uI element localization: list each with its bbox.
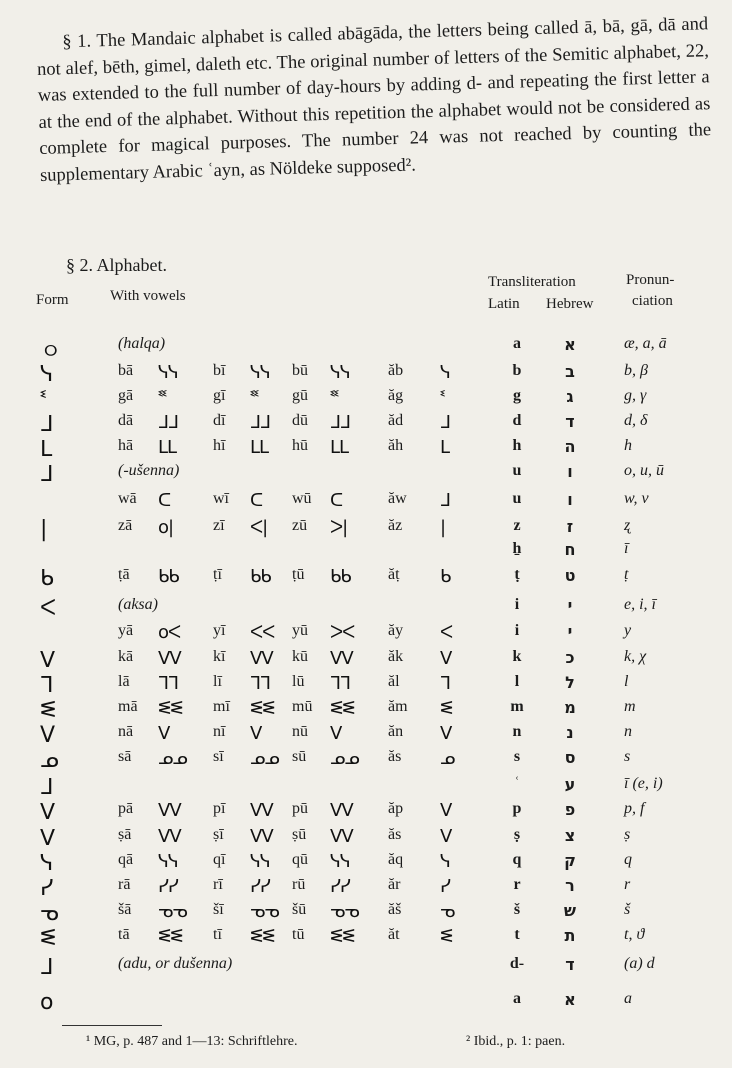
mandaic-glyph: ᒪ xyxy=(440,437,450,458)
alphabet-row xyxy=(0,437,732,462)
alphabet-row xyxy=(0,901,732,926)
vowel-text: zī xyxy=(213,517,225,534)
mandaic-glyph: ᐸᐸ xyxy=(250,622,275,643)
mandaic-glyph: ᒪᒪ xyxy=(250,437,269,458)
alphabet-row xyxy=(0,748,732,773)
letter-name-note: (halqa) xyxy=(118,335,166,352)
mandaic-glyph: ᓯ xyxy=(440,876,450,897)
vowel-text: ṭī xyxy=(213,566,222,583)
letter-name-note: (adu, or dušenna) xyxy=(118,955,233,972)
vowel-text: kī xyxy=(213,648,226,665)
alphabet-row xyxy=(0,540,732,565)
alphabet-row xyxy=(0,412,732,437)
hebrew-letter: ק xyxy=(564,851,576,870)
mandaic-glyph: ᓄᓄ xyxy=(250,748,279,769)
form-glyph: o xyxy=(40,990,53,1015)
latin-transliteration: ẖ xyxy=(512,540,522,557)
alphabet-row xyxy=(0,596,732,621)
latin-transliteration: p xyxy=(512,800,522,817)
mandaic-glyph: ᐯ xyxy=(440,800,452,821)
mandaic-glyph: ᑕ xyxy=(158,490,171,511)
mandaic-glyph: V xyxy=(440,723,452,744)
mandaic-glyph: ᓭᓭ xyxy=(158,362,178,383)
alphabet-row xyxy=(0,490,732,515)
latin-transliteration: m xyxy=(510,698,524,715)
mandaic-glyph: ᐯᐯ xyxy=(250,800,273,821)
alphabet-row xyxy=(0,990,732,1015)
hebrew-letter: ד xyxy=(565,412,575,431)
vowel-text: kā xyxy=(118,648,134,665)
vowel-text: nā xyxy=(118,723,134,740)
form-glyph: ᒣ xyxy=(40,673,53,698)
mandaic-glyph: ᓬᓬ xyxy=(158,698,183,719)
mandaic-glyph: ᐸ xyxy=(440,622,453,643)
mandaic-glyph: ᒧ xyxy=(440,412,450,433)
latin-transliteration: a xyxy=(513,990,521,1007)
pronunciation: q xyxy=(624,851,632,868)
mandaic-glyph: ᓫᓫ xyxy=(250,387,258,408)
mandaic-glyph: ᑕ xyxy=(250,490,263,511)
mandaic-glyph: ᓀᓀ xyxy=(158,901,187,922)
vowel-text: bū xyxy=(292,362,308,379)
form-glyph: ᒧ xyxy=(40,775,53,800)
vowel-text: ăb xyxy=(388,362,404,379)
pronunciation: ī xyxy=(624,540,629,557)
mandaic-glyph: ᐯᐯ xyxy=(158,648,181,669)
form-glyph: ᓭ xyxy=(40,362,53,387)
mandaic-glyph: ᒪᒪ xyxy=(330,437,349,458)
mandaic-glyph: ᐯᐯ xyxy=(158,800,181,821)
letter-name-note: (aksa) xyxy=(118,596,158,613)
mandaic-glyph: ᒣᒣ xyxy=(330,673,350,694)
vowel-text: kū xyxy=(292,648,308,665)
form-glyph: ᐯ xyxy=(40,826,55,851)
mandaic-glyph: ᓯᓯ xyxy=(158,876,178,897)
mandaic-glyph: ᐯᐯ xyxy=(330,648,353,669)
latin-transliteration: d- xyxy=(509,955,525,972)
form-glyph: ᓬ xyxy=(40,698,56,723)
vowel-text: qī xyxy=(213,851,226,868)
pronunciation: o, u, ū xyxy=(624,462,664,479)
vowel-text: ăq xyxy=(388,851,404,868)
mandaic-glyph: ᓭᓭ xyxy=(250,851,270,872)
vowel-text: ăy xyxy=(388,622,404,639)
latin-transliteration: z xyxy=(513,517,521,534)
alphabet-row xyxy=(0,876,732,901)
mandaic-glyph: ᓬ xyxy=(440,698,453,719)
pronunciation: ṭ xyxy=(624,566,629,583)
vowel-text: gī xyxy=(213,387,226,404)
latin-transliteration: h xyxy=(512,437,522,454)
mandaic-glyph: ᓀᓀ xyxy=(250,901,279,922)
form-glyph: ᒧ xyxy=(40,412,53,437)
mandaic-glyph: ᒣᒣ xyxy=(158,673,178,694)
mandaic-glyph: ᓭᓭ xyxy=(250,362,270,383)
latin-transliteration: u xyxy=(512,490,522,507)
alphabet-row xyxy=(0,723,732,748)
hebrew-letter: ס xyxy=(564,748,576,767)
footnote-1: ¹ MG, p. 487 and 1—13: Schriftlehre. xyxy=(86,1034,298,1049)
pronunciation: (a) d xyxy=(624,955,655,972)
vowel-text: ṣī xyxy=(213,826,224,843)
form-header: Form xyxy=(36,292,69,308)
mandaic-glyph: ᓭ xyxy=(440,362,450,383)
pronunciation: ʐ xyxy=(624,517,631,534)
latin-transliteration: b xyxy=(512,362,522,379)
vowel-text: sī xyxy=(213,748,224,765)
pronunciation: r xyxy=(624,876,631,893)
mandaic-glyph: ᐯᐯ xyxy=(250,826,273,847)
pronunciation-header-1: Pronun- xyxy=(626,272,675,288)
pronunciation: ṣ xyxy=(624,826,631,843)
mandaic-glyph: ᓭᓭ xyxy=(330,851,350,872)
pronunciation: y xyxy=(624,622,632,639)
vowel-text: ăw xyxy=(388,490,407,507)
mandaic-glyph: ᐯᐯ xyxy=(250,648,273,669)
vowel-text: ăp xyxy=(388,800,404,817)
latin-transliteration: i xyxy=(514,622,520,639)
pronunciation: h xyxy=(624,437,632,454)
vowel-text: ăd xyxy=(388,412,404,429)
vowel-text: pū xyxy=(292,800,308,817)
mandaic-glyph: ᒧ xyxy=(440,490,450,511)
hebrew-letter: ש xyxy=(563,901,577,920)
mandaic-glyph: ᓬᓬ xyxy=(158,926,183,947)
form-glyph: ᑲ xyxy=(40,566,53,591)
mandaic-glyph: ᑲᑲ xyxy=(158,566,179,587)
vowel-text: nī xyxy=(213,723,226,740)
hebrew-letter: ת xyxy=(564,926,576,945)
vowel-text: hā xyxy=(118,437,134,454)
alphabet-row xyxy=(0,387,732,412)
vowel-text: bī xyxy=(213,362,226,379)
vowel-text: wī xyxy=(213,490,229,507)
latin-transliteration: ṭ xyxy=(514,566,520,583)
form-glyph: ㅇ xyxy=(40,340,61,365)
hebrew-letter: ד xyxy=(565,955,575,974)
vowel-text: tā xyxy=(118,926,130,943)
hebrew-letter: ח xyxy=(564,540,576,559)
vowel-text: ăn xyxy=(388,723,404,740)
alphabet-row xyxy=(0,462,732,487)
hebrew-letter: ו xyxy=(567,462,573,481)
vowel-text: pā xyxy=(118,800,134,817)
alphabet-row xyxy=(0,826,732,851)
alphabet-row xyxy=(0,622,732,647)
vowel-text: mī xyxy=(213,698,230,715)
mandaic-glyph: ᑲᑲ xyxy=(250,566,271,587)
hebrew-letter: א xyxy=(564,990,576,1009)
mandaic-glyph: ᓬᓬ xyxy=(250,926,275,947)
hebrew-letter: מ xyxy=(564,698,576,717)
vowels-header: With vowels xyxy=(110,288,186,304)
pronunciation: š xyxy=(624,901,631,918)
mandaic-glyph: ᐳᐸ xyxy=(330,622,355,643)
vowel-text: wā xyxy=(118,490,137,507)
latin-transliteration: l xyxy=(514,673,520,690)
vowel-text: qā xyxy=(118,851,134,868)
vowel-text: ăs xyxy=(388,826,402,843)
hebrew-letter: י xyxy=(567,622,573,641)
mandaic-glyph: | xyxy=(440,517,446,538)
pronunciation: k, χ xyxy=(624,648,647,665)
form-glyph: ᒧ xyxy=(40,462,53,487)
hebrew-letter: ג xyxy=(566,387,574,406)
vowel-text: ăm xyxy=(388,698,408,715)
latin-transliteration: u xyxy=(512,462,522,479)
form-glyph: ᓫ xyxy=(40,387,45,412)
hebrew-letter: ז xyxy=(566,517,574,536)
mandaic-glyph: o| xyxy=(158,517,174,538)
vowel-text: lā xyxy=(118,673,130,690)
mandaic-glyph: ᒧᒧ xyxy=(158,412,178,433)
vowel-text: zā xyxy=(118,517,133,534)
mandaic-glyph: ᓫᓫ xyxy=(158,387,166,408)
mandaic-glyph: ᐳ| xyxy=(330,517,348,538)
mandaic-glyph: ᒣ xyxy=(440,673,450,694)
vowel-text: gā xyxy=(118,387,134,404)
alphabet-row xyxy=(0,800,732,825)
alphabet-row xyxy=(0,926,732,951)
form-glyph: | xyxy=(40,517,47,542)
mandaic-glyph: ᓭᓭ xyxy=(330,362,350,383)
hebrew-letter: כ xyxy=(565,648,575,667)
pronunciation: æ, a, ā xyxy=(624,335,667,352)
vowel-text: ăz xyxy=(388,517,403,534)
vowel-text: ăš xyxy=(388,901,402,918)
vowel-text: ăs xyxy=(388,748,402,765)
latin-transliteration: r xyxy=(513,876,521,893)
mandaic-glyph: ᐯᐯ xyxy=(330,800,353,821)
latin-transliteration: š xyxy=(513,901,521,918)
vowel-text: pī xyxy=(213,800,226,817)
mandaic-glyph: ᐸ| xyxy=(250,517,268,538)
section-2-heading: § 2. Alphabet. xyxy=(66,255,167,275)
vowel-text: ăṭ xyxy=(388,566,400,583)
form-glyph: ᓬ xyxy=(40,926,56,951)
mandaic-glyph: ᓯᓯ xyxy=(250,876,270,897)
mandaic-glyph: ᓬᓬ xyxy=(250,698,275,719)
latin-transliteration: ʿ xyxy=(514,775,520,792)
pronunciation-header-2: ciation xyxy=(632,293,673,309)
pronunciation: b, β xyxy=(624,362,648,379)
vowel-text: dā xyxy=(118,412,134,429)
vowel-text: mū xyxy=(292,698,313,715)
vowel-text: ăr xyxy=(388,876,401,893)
mandaic-glyph: oᐸ xyxy=(158,622,181,643)
vowel-text: sā xyxy=(118,748,132,765)
vowel-text: hū xyxy=(292,437,308,454)
pronunciation: ī (e, i) xyxy=(624,775,663,792)
pronunciation: m xyxy=(624,698,636,715)
vowel-text: ăl xyxy=(388,673,400,690)
vowel-text: šā xyxy=(118,901,132,918)
alphabet-row xyxy=(0,955,732,980)
mandaic-glyph: ᒧᒧ xyxy=(330,412,350,433)
latin-transliteration: g xyxy=(513,387,521,404)
latin-transliteration: i xyxy=(514,596,520,613)
mandaic-glyph: ᓫ xyxy=(440,387,444,408)
mandaic-glyph: ᐯ xyxy=(330,723,342,744)
mandaic-glyph: ᓄ xyxy=(440,748,455,769)
latin-transliteration: ṣ xyxy=(513,826,521,843)
hebrew-letter: ט xyxy=(564,566,576,585)
mandaic-glyph: ᐯ xyxy=(440,648,452,669)
vowel-text: nū xyxy=(292,723,308,740)
hebrew-letter: צ xyxy=(564,826,576,845)
latin-transliteration: t xyxy=(514,926,520,943)
intro-text: § 1. The Mandaic alphabet is called abāgāda, the letters being called ā, bā, gā, dā and not alef, bēth, gimel, daleth etc. The original number of letters of the Semitic alphabet, 22, was extended to the full number of day-hours by adding d- and repeating the first letter a at the end of the alphabet. Without this repetition the alphabet would not be considered as complete for magical purposes. The number 24 was not reached by counting the supplementary Arabic ʿayn, as Nöldeke supposed². xyxy=(36,14,712,186)
vowel-text: yū xyxy=(292,622,308,639)
alphabet-row xyxy=(0,362,732,387)
vowel-text: mā xyxy=(118,698,138,715)
latin-transliteration: s xyxy=(513,748,521,765)
vowel-text: rā xyxy=(118,876,131,893)
latin-transliteration: q xyxy=(512,851,522,868)
mandaic-glyph: ᓫᓫ xyxy=(330,387,338,408)
pronunciation: l xyxy=(624,673,629,690)
pronunciation: a xyxy=(624,990,632,1007)
form-glyph: ᓭ xyxy=(40,851,53,876)
pronunciation: d, δ xyxy=(624,412,648,429)
form-glyph: ᒪ xyxy=(40,437,52,462)
form-glyph: ᐯ xyxy=(40,800,55,825)
latin-transliteration: n xyxy=(512,723,522,740)
mandaic-glyph: ᐯ xyxy=(158,723,170,744)
form-glyph: ᒧ xyxy=(40,955,53,980)
vowel-text: qū xyxy=(292,851,308,868)
hebrew-letter: ר xyxy=(565,876,575,895)
latin-transliteration: a xyxy=(513,335,521,352)
form-glyph: ᓀ xyxy=(40,901,58,926)
hebrew-header: Hebrew xyxy=(546,296,594,312)
pronunciation: t, ϑ xyxy=(624,926,645,943)
pronunciation: s xyxy=(624,748,631,765)
form-glyph: ᐸ xyxy=(40,596,56,621)
pronunciation: g, γ xyxy=(624,387,647,404)
pronunciation: n xyxy=(624,723,632,740)
pronunciation: e, i, ī xyxy=(624,596,656,613)
vowel-text: ăg xyxy=(388,387,404,404)
vowel-text: hī xyxy=(213,437,226,454)
vowel-text: tū xyxy=(292,926,305,943)
transliteration-header: Transliteration xyxy=(488,274,576,290)
vowel-text: ṣā xyxy=(118,826,132,843)
alphabet-row xyxy=(0,673,732,698)
form-glyph: ᐯ xyxy=(40,648,55,673)
mandaic-glyph: ᓭᓭ xyxy=(158,851,178,872)
vowel-text: ṭū xyxy=(292,566,305,583)
latin-transliteration: d xyxy=(512,412,522,429)
vowel-text: dī xyxy=(213,412,226,429)
mandaic-glyph: ᓭ xyxy=(440,851,450,872)
pronunciation: w, v xyxy=(624,490,649,507)
vowel-text: gū xyxy=(292,387,308,404)
mandaic-glyph: ᐯᐯ xyxy=(330,826,353,847)
hebrew-letter: ע xyxy=(564,775,576,794)
footnote-2: ² Ibid., p. 1: paen. xyxy=(466,1034,566,1049)
vowel-text: lī xyxy=(213,673,222,690)
vowel-text: ăk xyxy=(388,648,404,665)
alphabet-row xyxy=(0,648,732,673)
vowel-text: yī xyxy=(213,622,226,639)
mandaic-glyph: ᑕ xyxy=(330,490,343,511)
vowel-text: ṭā xyxy=(118,566,130,583)
vowel-text: ăt xyxy=(388,926,400,943)
vowel-text: tī xyxy=(213,926,222,943)
form-glyph: V xyxy=(40,723,55,748)
vowel-text: sū xyxy=(292,748,307,765)
hebrew-letter: ו xyxy=(567,490,573,509)
vowel-text: rū xyxy=(292,876,306,893)
hebrew-letter: י xyxy=(567,596,573,615)
mandaic-glyph: ᓄᓄ xyxy=(330,748,359,769)
mandaic-glyph: ᑲᑲ xyxy=(330,566,351,587)
alphabet-row xyxy=(0,335,732,365)
mandaic-glyph: ᓀᓀ xyxy=(330,901,359,922)
alphabet-row xyxy=(0,775,732,800)
mandaic-glyph: ᓯᓯ xyxy=(330,876,350,897)
letter-name-note: (-ušenna) xyxy=(118,462,180,479)
mandaic-glyph: ᑲ xyxy=(440,566,451,587)
alphabet-row xyxy=(0,698,732,723)
vowel-text: šū xyxy=(292,901,307,918)
hebrew-letter: א xyxy=(564,335,576,354)
form-glyph: ᓄ xyxy=(40,748,58,773)
hebrew-letter: ה xyxy=(564,437,576,456)
vowel-text: yā xyxy=(118,622,134,639)
vowel-text: šī xyxy=(213,901,224,918)
footnote-rule xyxy=(62,1025,162,1026)
mandaic-glyph: ᓬᓬ xyxy=(330,926,355,947)
latin-transliteration: k xyxy=(512,648,522,665)
alphabet-row xyxy=(0,566,732,591)
vowel-text: dū xyxy=(292,412,308,429)
hebrew-letter: ב xyxy=(565,362,575,381)
section-1-paragraph xyxy=(36,11,712,189)
mandaic-glyph: ᒪᒪ xyxy=(158,437,177,458)
alphabet-row xyxy=(0,851,732,876)
mandaic-glyph: ᐯ xyxy=(440,826,452,847)
pronunciation: p, f xyxy=(624,800,645,817)
vowel-text: bā xyxy=(118,362,134,379)
mandaic-glyph: ᓄᓄ xyxy=(158,748,187,769)
hebrew-letter: נ xyxy=(566,723,574,742)
mandaic-glyph: ᐯᐯ xyxy=(158,826,181,847)
vowel-text: ṣū xyxy=(292,826,307,843)
mandaic-glyph: ᓬᓬ xyxy=(330,698,355,719)
mandaic-glyph: ᓀ xyxy=(440,901,455,922)
mandaic-glyph: ᐯ xyxy=(250,723,262,744)
latin-header: Latin xyxy=(488,296,520,312)
vowel-text: zū xyxy=(292,517,308,534)
mandaic-glyph: ᒣᒣ xyxy=(250,673,270,694)
vowel-text: wū xyxy=(292,490,312,507)
mandaic-glyph: ᒧᒧ xyxy=(250,412,270,433)
form-glyph: ᓯ xyxy=(40,876,53,901)
vowel-text: ăh xyxy=(388,437,404,454)
vowel-text: lū xyxy=(292,673,305,690)
vowel-text: rī xyxy=(213,876,223,893)
mandaic-glyph: ᓬ xyxy=(440,926,453,947)
hebrew-letter: פ xyxy=(564,800,576,819)
hebrew-letter: ל xyxy=(565,673,575,692)
alphabet-row xyxy=(0,517,732,542)
